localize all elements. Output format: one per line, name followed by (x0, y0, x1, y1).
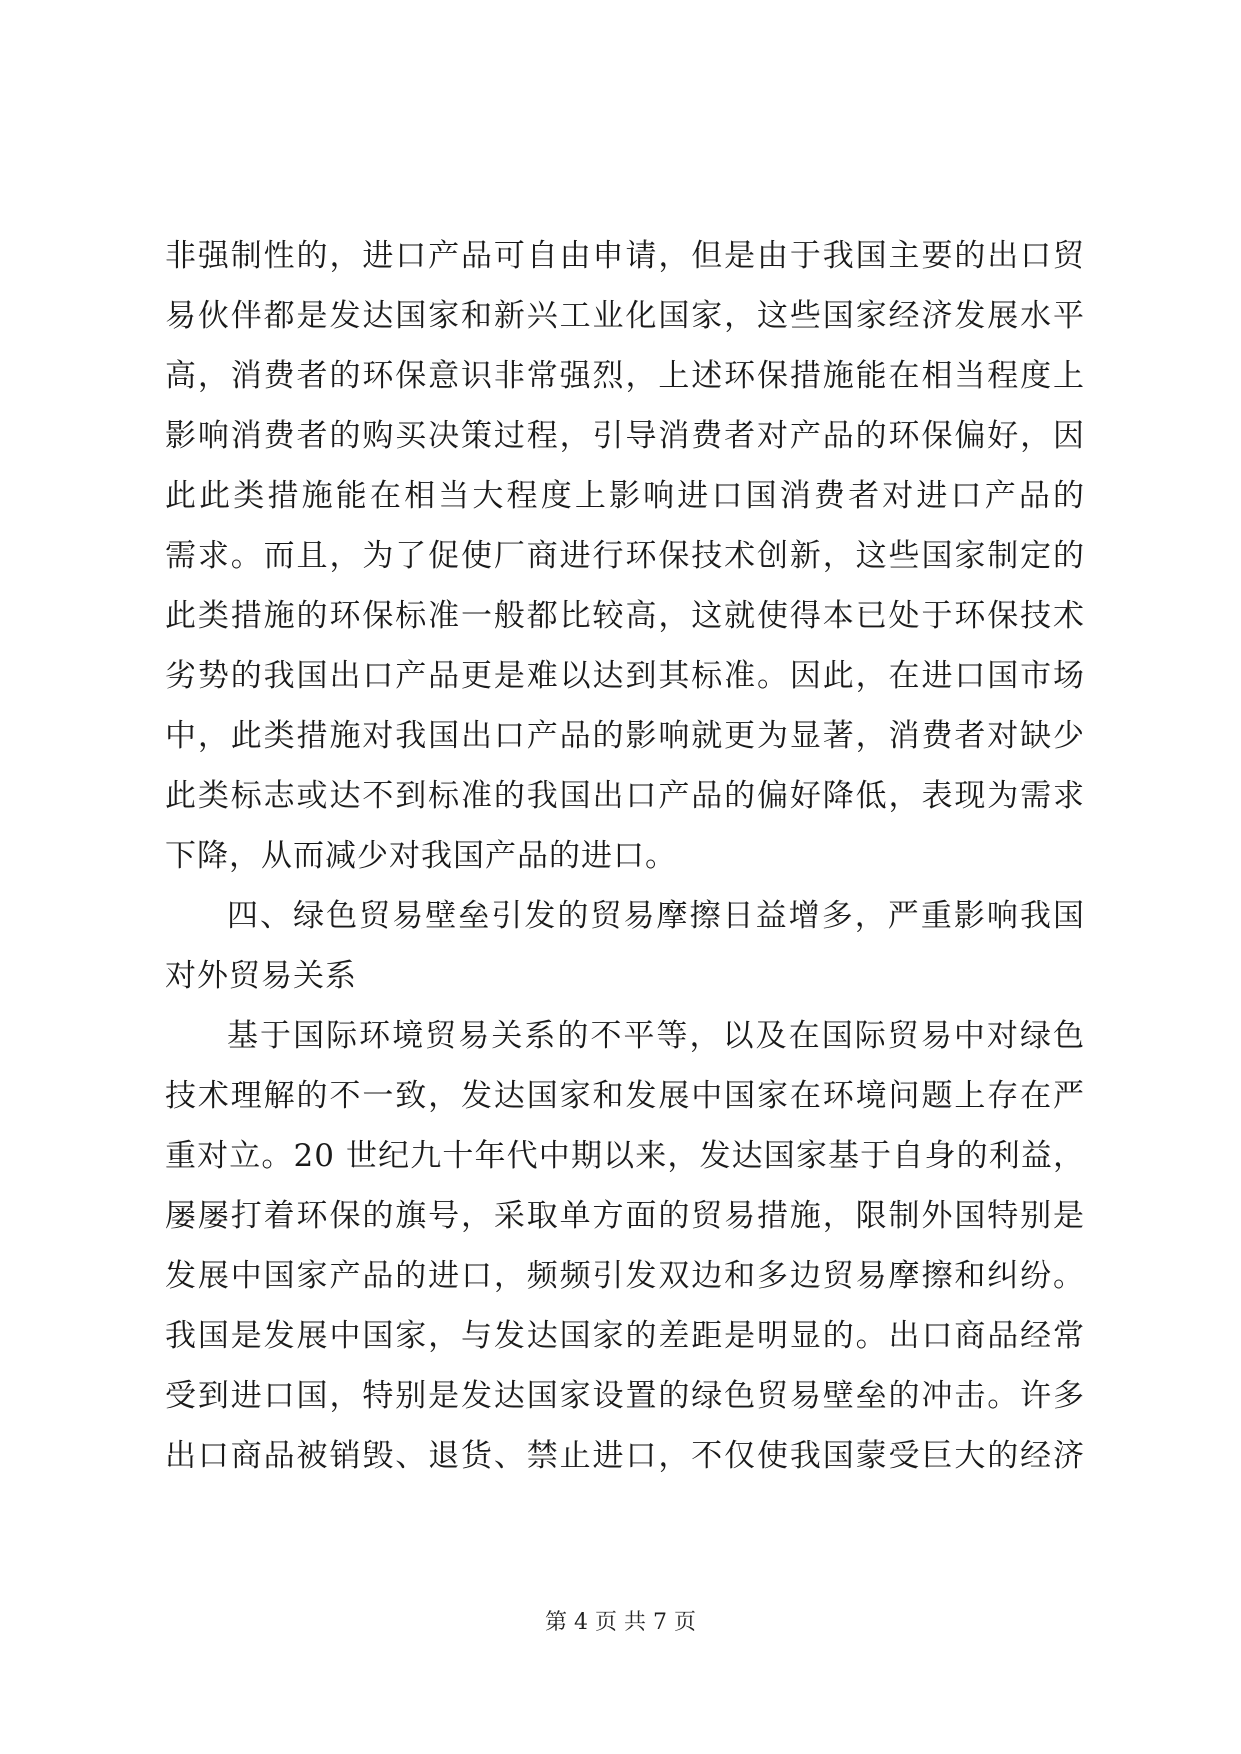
text-line: 基于国际环境贸易关系的不平等，以及在国际贸易中对绿色 (227, 1018, 1085, 1054)
text-line: 需求。而且，为了促使厂商进行环保技术创新，这些国家制定的 (165, 538, 1085, 574)
text-line: 我国是发展中国家，与发达国家的差距是明显的。出口商品经常 (165, 1318, 1085, 1354)
paragraph (165, 1006, 1085, 1486)
text-line: 中，此类措施对我国出口产品的影响就更为显著，消费者对缺少 (165, 718, 1085, 754)
text-line: 影响消费者的购买决策过程，引导消费者对产品的环保偏好，因 (165, 418, 1085, 454)
text-line: 技术理解的不一致，发达国家和发展中国家在环境问题上存在严 (165, 1078, 1085, 1114)
text-line: 受到进口国，特别是发达国家设置的绿色贸易壁垒的冲击。许多 (165, 1378, 1085, 1414)
text-line: 此类措施的环保标准一般都比较高，这就使得本已处于环保技术 (165, 598, 1085, 634)
text-line: 此此类措施能在相当大程度上影响进口国消费者对进口产品的 (165, 478, 1085, 514)
text-line: 对外贸易关系 (165, 958, 357, 994)
text-line: 非强制性的，进口产品可自由申请，但是由于我国主要的出口贸 (165, 238, 1085, 274)
text-line: 屡屡打着环保的旗号，采取单方面的贸易措施，限制外国特别是 (165, 1198, 1085, 1234)
text-line: 下降，从而减少对我国产品的进口。 (165, 838, 677, 874)
text-line: 四、绿色贸易壁垒引发的贸易摩擦日益增多，严重影响我国 (227, 898, 1085, 934)
text-line: 此类标志或达不到标准的我国出口产品的偏好降低，表现为需求 (165, 778, 1085, 814)
page-number-label: 第 4 页 共 7 页 (545, 1610, 696, 1635)
text-line: 发展中国家产品的进口，频频引发双边和多边贸易摩擦和纠纷。 (165, 1258, 1085, 1294)
text-line: 易伙伴都是发达国家和新兴工业化国家，这些国家经济发展水平 (165, 298, 1085, 334)
text-line: 高，消费者的环保意识非常强烈，上述环保措施能在相当程度上 (165, 358, 1085, 394)
text-line: 出口商品被销毁、退货、禁止进口，不仅使我国蒙受巨大的经济 (165, 1438, 1085, 1474)
page-footer (0, 1605, 1241, 1636)
document-body (165, 226, 1085, 1486)
text-line: 劣势的我国出口产品更是难以达到其标准。因此，在进口国市场 (165, 658, 1085, 694)
text-line: 重对立。20 世纪九十年代中期以来，发达国家基于自身的利益， (165, 1138, 1085, 1174)
paragraph (165, 226, 1085, 886)
section-heading (165, 886, 1085, 1006)
